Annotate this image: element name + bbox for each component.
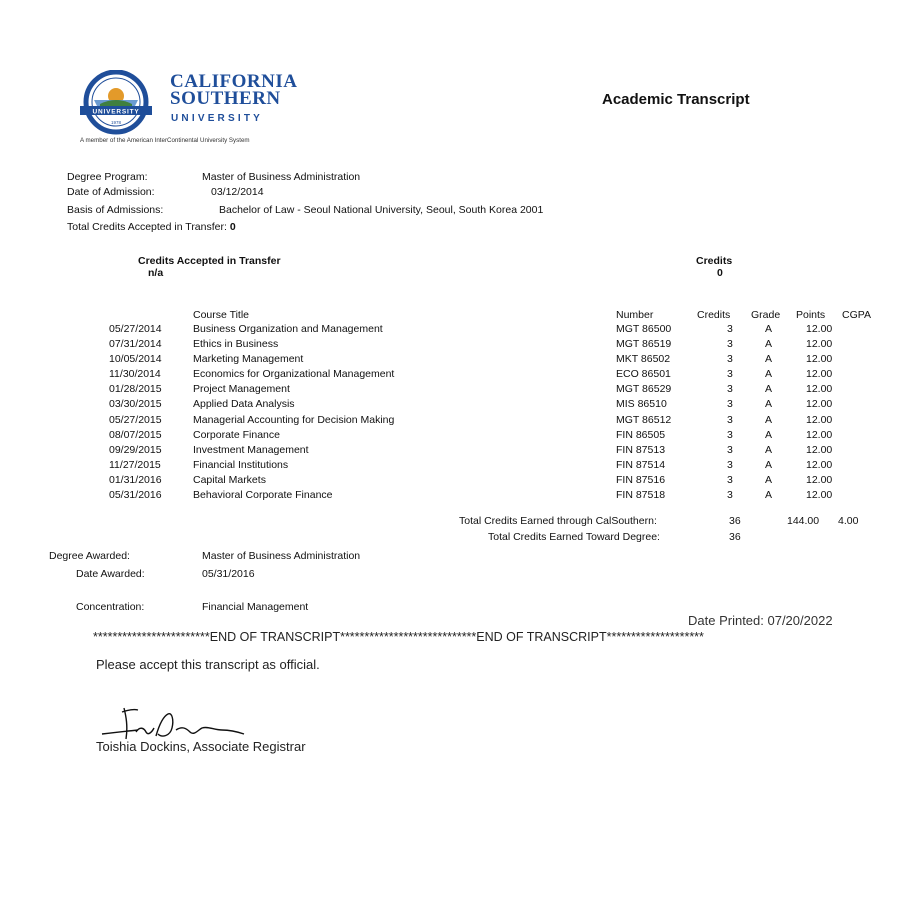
table-row (0, 323, 918, 338)
header-cgpa: CGPA (842, 309, 871, 321)
transfer-credits-value: 0 (717, 267, 723, 279)
course-number: MGT 86512 (616, 414, 672, 426)
course-credits: 3 (727, 368, 733, 380)
concentration-label: Concentration: (76, 601, 145, 613)
course-points: 12.00 (806, 489, 833, 501)
course-date: 01/31/2016 (109, 474, 162, 486)
transfer-total-label: Total Credits Accepted in Transfer: (67, 221, 227, 233)
course-number: FIN 87518 (616, 489, 666, 501)
course-number: FIN 87514 (616, 459, 666, 471)
total-degree-label: Total Credits Earned Toward Degree: (488, 531, 660, 543)
degree-program-value: Master of Business Administration (202, 171, 361, 183)
course-number: MIS 86510 (616, 398, 667, 410)
course-title: Investment Management (193, 444, 309, 456)
table-row (0, 489, 918, 504)
course-credits: 3 (727, 489, 733, 501)
course-grade: A (765, 383, 773, 395)
course-date: 10/05/2014 (109, 353, 162, 365)
transfer-credits-heading: Credits (696, 255, 733, 267)
course-points: 12.00 (806, 338, 833, 350)
course-date: 09/29/2015 (109, 444, 162, 456)
registrar-signature (98, 706, 248, 742)
course-date: 05/27/2014 (109, 323, 162, 335)
header-credits: Credits (697, 309, 731, 321)
course-title: Capital Markets (193, 474, 266, 486)
course-credits: 3 (727, 459, 733, 471)
table-row (0, 459, 918, 474)
course-credits: 3 (727, 444, 733, 456)
course-credits: 3 (727, 323, 733, 335)
course-credits: 3 (727, 353, 733, 365)
course-points: 12.00 (806, 323, 833, 335)
course-date: 05/31/2016 (109, 489, 162, 501)
course-credits: 3 (727, 414, 733, 426)
total-calsouthern-points: 144.00 (787, 515, 820, 527)
table-row (0, 398, 918, 413)
course-points: 12.00 (806, 429, 833, 441)
course-title: Business Organization and Management (193, 323, 383, 335)
course-points: 12.00 (806, 414, 833, 426)
course-grade: A (765, 323, 773, 335)
course-points: 12.00 (806, 353, 833, 365)
table-row (0, 444, 918, 459)
course-number: FIN 87516 (616, 474, 666, 486)
transfer-value: n/a (148, 267, 164, 279)
total-calsouthern-label: Total Credits Earned through CalSouthern: (459, 515, 657, 527)
svg-text:1978: 1978 (110, 120, 122, 125)
course-title: Financial Institutions (193, 459, 289, 471)
table-row (0, 429, 918, 444)
course-credits: 3 (727, 338, 733, 350)
course-number: MGT 86529 (616, 383, 672, 395)
transfer-total-value: 0 (229, 221, 236, 233)
course-points: 12.00 (806, 368, 833, 380)
course-title: Project Management (193, 383, 290, 395)
course-title: Corporate Finance (193, 429, 280, 441)
course-number: MGT 86500 (616, 323, 672, 335)
page-title: Academic Transcript (602, 91, 750, 108)
course-table-header (0, 309, 918, 324)
course-date: 08/07/2015 (109, 429, 162, 441)
course-grade: A (765, 444, 773, 456)
basis-label: Basis of Admissions: (67, 204, 164, 216)
transfer-total (67, 221, 236, 233)
course-grade: A (765, 429, 773, 441)
logo-member-text: A member of the American InterContinental University System (80, 137, 250, 144)
course-number: ECO 86501 (616, 368, 671, 380)
degree-awarded-value: Master of Business Administration (202, 550, 361, 562)
course-points: 12.00 (806, 444, 833, 456)
course-title: Marketing Management (193, 353, 304, 365)
logo-line-southern: SOUTHERN (170, 88, 281, 109)
course-title: Ethics in Business (193, 338, 279, 350)
course-title: Applied Data Analysis (193, 398, 295, 410)
course-points: 12.00 (806, 459, 833, 471)
svg-text:UNIVERSITY: UNIVERSITY (92, 108, 140, 116)
course-grade: A (765, 414, 773, 426)
course-credits: 3 (727, 398, 733, 410)
total-calsouthern-credits: 36 (729, 515, 741, 527)
total-degree-credits: 36 (729, 531, 741, 543)
course-credits: 3 (727, 383, 733, 395)
course-grade: A (765, 459, 773, 471)
table-row (0, 338, 918, 353)
course-date: 03/30/2015 (109, 398, 162, 410)
course-grade: A (765, 489, 773, 501)
course-grade: A (765, 474, 773, 486)
admission-date-value: 03/12/2014 (211, 186, 264, 198)
course-date: 05/27/2015 (109, 414, 162, 426)
date-awarded-label: Date Awarded: (76, 568, 145, 580)
course-number: MGT 86519 (616, 338, 672, 350)
course-grade: A (765, 338, 773, 350)
course-points: 12.00 (806, 398, 833, 410)
official-note: Please accept this transcript as official. (96, 657, 320, 672)
degree-awarded-label: Degree Awarded: (49, 550, 130, 562)
table-row (0, 383, 918, 398)
university-logo (76, 70, 311, 148)
total-cgpa: 4.00 (838, 515, 859, 527)
course-title: Managerial Accounting for Decision Making (193, 414, 395, 426)
course-number: FIN 87513 (616, 444, 666, 456)
course-credits: 3 (727, 429, 733, 441)
course-date: 07/31/2014 (109, 338, 162, 350)
header-grade: Grade (751, 309, 781, 321)
course-title: Economics for Organizational Management (193, 368, 395, 380)
table-row (0, 368, 918, 383)
concentration-value: Financial Management (202, 601, 309, 613)
course-grade: A (765, 368, 773, 380)
date-printed: Date Printed: 07/20/2022 (688, 613, 833, 628)
signatory-name: Toishia Dockins, Associate Registrar (96, 739, 306, 754)
course-title: Behavioral Corporate Finance (193, 489, 333, 501)
transfer-heading: Credits Accepted in Transfer (138, 255, 281, 267)
university-seal-icon (76, 70, 160, 136)
course-points: 12.00 (806, 383, 833, 395)
course-grade: A (765, 398, 773, 410)
degree-program-label: Degree Program: (67, 171, 148, 183)
end-of-transcript-line: ************************END OF TRANSCRIPT****************************END OF TRANSCRIPT******************** (93, 630, 704, 644)
header-course-title: Course Title (193, 309, 250, 321)
header-number: Number (616, 309, 654, 321)
table-row (0, 414, 918, 429)
course-credits: 3 (727, 474, 733, 486)
course-number: FIN 86505 (616, 429, 666, 441)
logo-line-university: UNIVERSITY (171, 113, 264, 124)
course-date: 01/28/2015 (109, 383, 162, 395)
course-number: MKT 86502 (616, 353, 671, 365)
header-points: Points (796, 309, 826, 321)
admission-date-label: Date of Admission: (67, 186, 155, 198)
course-date: 11/27/2015 (109, 459, 161, 471)
basis-value: Bachelor of Law - Seoul National University, Seoul, South Korea 2001 (219, 204, 544, 216)
logo-line-california: CALIFORNIA (170, 71, 298, 92)
table-row (0, 353, 918, 368)
course-date: 11/30/2014 (109, 368, 161, 380)
course-grade: A (765, 353, 773, 365)
course-points: 12.00 (806, 474, 833, 486)
table-row (0, 474, 918, 489)
date-awarded-value: 05/31/2016 (202, 568, 255, 580)
